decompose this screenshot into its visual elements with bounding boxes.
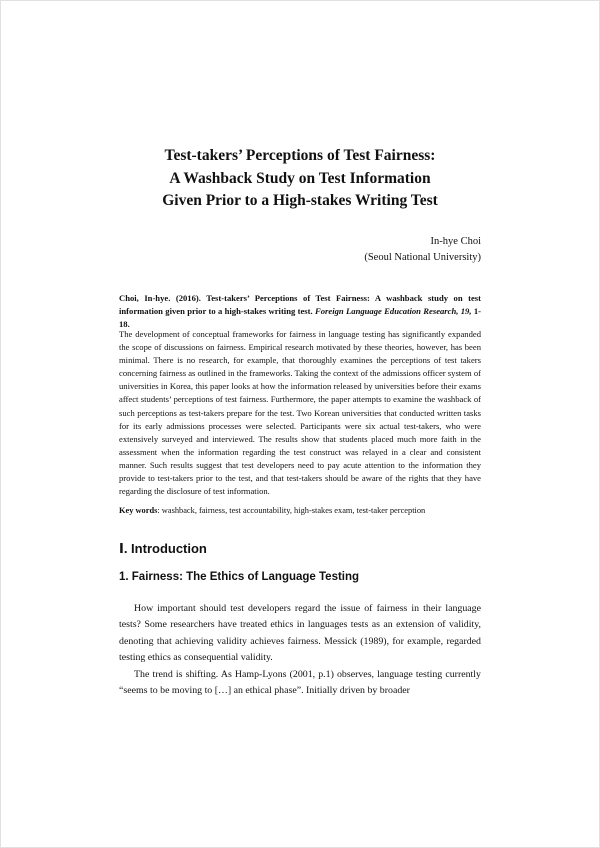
citation xyxy=(119,292,481,331)
author-name: In-hye Choi xyxy=(430,236,481,247)
paragraph: The trend is shifting. As Hamp-Lyons (2001, p.1) observes, language testing currently “seems to be moving to […] an ethical phase”. Initially driven by broader xyxy=(119,668,481,697)
title-line: A Washback Study on Test Information xyxy=(169,169,431,187)
title-line: Test-takers’ Perceptions of Test Fairness: xyxy=(164,147,436,164)
paragraph: How important should test developers regard the issue of fairness in their language tests? Some researchers have treated ethics in languages tests as an extension of validity, denoting that achieving validity achieves fairness. Messick (1989), for example, regarded testing ethics as consequential validity. xyxy=(119,603,481,664)
citation-pages: 1-18. xyxy=(119,306,481,329)
keywords-list: : washback, fairness, test accountability, high-stakes exam, test-taker perception xyxy=(157,506,426,515)
paper-title xyxy=(0,145,600,213)
keywords xyxy=(119,505,481,517)
author-block xyxy=(364,234,481,265)
subsection-heading: 1. Fairness: The Ethics of Language Testing xyxy=(119,571,360,583)
citation-text: Choi, In-hye. (2016). Test-takers’ Perceptions of Test Fairness: A washback study on test information given prior to a high-stakes writing test. xyxy=(119,293,481,316)
author-affiliation: (Seoul National University) xyxy=(364,251,481,263)
keywords-label: Key words xyxy=(119,506,158,515)
section-heading: Ⅰ. Introduction xyxy=(119,541,207,556)
abstract: The development of conceptual frameworks for fairness in language testing has significantly expanded the scope of discussions on fairness. Empirical research motivated by these theories, however, has been minimal. There is no research, for example, that thoroughly examines the perceptions of test takers concerning fairness as outlined in the frameworks. Taking the context of the admissions officer system of universities in Korea, this paper looks at how the information released by universities before their exams affect students’ perceptions of test fairness. Furthermore, the paper attempts to examine the washback of such perceptions as test-takers prepare for the test. Two Korean universities that conducted written tasks for its early admissions processes were selected. Participants were six actual test-takers, who were extensively surveyed and interviewed. The results show that students placed much more faith in the assessment when the information regarding the test construct was relayed in a clear and consistent manner. Such results suggest that test developers need to pay acute attention to the information they provide to test-takers prior to the test, and that test-takers should be aware of the rights that they have regarding the disclosure of test information. xyxy=(119,329,481,497)
title-line: Given Prior to a High-stakes Writing Test xyxy=(162,192,438,209)
citation-journal: Foreign Language Education Research, 19, xyxy=(315,306,472,316)
body-text xyxy=(119,601,481,699)
